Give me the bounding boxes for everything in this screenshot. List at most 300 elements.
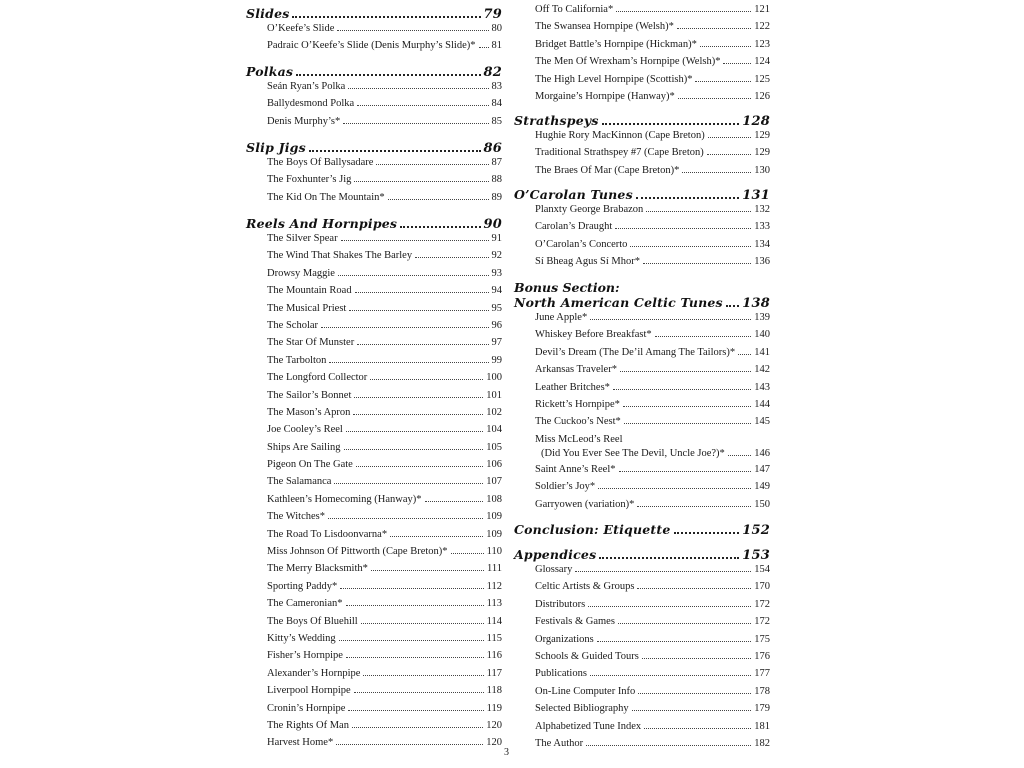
toc-entry (535, 721, 770, 738)
toc-entry (535, 738, 770, 755)
toc-entry (535, 581, 770, 598)
dot-leader (674, 532, 740, 534)
dot-leader (723, 63, 751, 64)
dot-leader (638, 693, 751, 694)
entry-title: Distributors (535, 598, 586, 610)
entry-page-number: 172 (754, 616, 770, 628)
entry-title: Festivals & Games (535, 616, 615, 628)
toc-entry (267, 81, 502, 98)
toc-section (514, 4, 770, 108)
entry-list (267, 23, 502, 58)
toc-entry (267, 459, 502, 476)
dot-leader (708, 137, 752, 138)
toc-entry (267, 424, 502, 441)
dot-leader (588, 606, 751, 607)
toc-entry (267, 98, 502, 115)
section-heading (514, 187, 770, 204)
dot-leader (334, 483, 483, 484)
entry-title: Joe Cooley’s Reel (267, 424, 343, 436)
entry-page-number: 118 (486, 685, 502, 697)
entry-page-number: 147 (754, 463, 770, 475)
dot-leader (630, 246, 751, 247)
entry-title: Rickett’s Hornpipe* (535, 398, 620, 410)
entry-page-number: 136 (754, 256, 770, 268)
entry-page-number: 124 (754, 56, 770, 68)
section-title: Slides (246, 6, 290, 21)
dot-leader (597, 641, 752, 642)
toc-entry (267, 685, 502, 702)
toc-entry (267, 703, 502, 720)
entry-title: The Longford Collector (267, 372, 368, 384)
entry-title: Alphabetized Tune Index (535, 720, 642, 732)
entry-page-number: 150 (754, 498, 770, 510)
dot-leader (346, 431, 483, 432)
dot-leader (400, 226, 480, 228)
entry-page-number: 126 (754, 90, 770, 102)
entry-title: The Musical Priest (267, 302, 347, 314)
dot-leader (355, 292, 489, 293)
toc-entry (535, 464, 770, 481)
dot-leader (357, 105, 488, 106)
section-heading (246, 64, 502, 81)
dot-leader (353, 414, 483, 415)
toc-entry (267, 511, 502, 528)
entry-title: Miss McLeod’s Reel (535, 433, 623, 445)
entry-title: Bridget Battle’s Hornpipe (Hickman)* (535, 38, 697, 50)
entry-title: The Boys Of Bluehill (267, 615, 358, 627)
toc-entry (535, 668, 770, 685)
dot-leader (328, 518, 483, 519)
entry-page-number: 145 (754, 416, 770, 428)
toc-entry (267, 442, 502, 459)
dot-leader (363, 675, 483, 676)
entry-title: Ships Are Sailing (267, 441, 341, 453)
entry-title: Glossary (535, 564, 573, 575)
entry-title: Soldier’s Joy* (535, 481, 596, 493)
entry-page-number: 100 (486, 372, 502, 384)
section-page-number: 86 (483, 141, 502, 156)
toc-entry (535, 130, 770, 147)
entry-page-number: 121 (754, 4, 770, 15)
entry-title: The Scholar (267, 319, 319, 331)
entry-page-number: 140 (754, 329, 770, 341)
dot-leader (646, 211, 751, 212)
entry-page-number: 97 (491, 337, 502, 349)
entry-title: Kitty’s Wedding (267, 632, 336, 644)
entry-title: Carolan’s Draught (535, 221, 613, 233)
entry-page-number: 109 (486, 528, 502, 540)
entry-page-number: 122 (754, 21, 770, 33)
toc-entry (267, 720, 502, 737)
entry-title: The Star Of Munster (267, 337, 355, 349)
toc-entry (535, 256, 770, 273)
dot-leader (338, 275, 489, 276)
entry-page-number: 92 (491, 250, 502, 262)
entry-page-number: 112 (486, 580, 502, 592)
entry-title: Miss Johnson Of Pittworth (Cape Breton)* (267, 546, 448, 558)
entry-title: The Mountain Road (267, 285, 352, 297)
toc-entry (267, 598, 502, 615)
entry-title: O’Carolan’s Concerto (535, 238, 628, 250)
entry-page-number: 134 (754, 238, 770, 250)
entry-title: The Mason’s Apron (267, 406, 351, 418)
entry-title: Alexander’s Hornpipe (267, 667, 361, 679)
toc-entry (535, 91, 770, 108)
entry-page-number: 111 (487, 563, 502, 575)
dot-leader (354, 181, 488, 182)
toc-entry (267, 616, 502, 633)
dot-leader (637, 588, 751, 589)
dot-leader (371, 570, 484, 571)
toc-entry (535, 364, 770, 381)
toc-entry (535, 56, 770, 73)
entry-title: Padraic O’Keefe’s Slide (Denis Murphy’s Slide)* (267, 40, 476, 52)
toc-entry (535, 239, 770, 256)
dot-leader (346, 605, 484, 606)
section-title: O’Carolan Tunes (514, 187, 633, 202)
entry-page-number: 84 (491, 98, 502, 110)
entry-page-number: 177 (754, 668, 770, 680)
toc-entry (535, 634, 770, 651)
dot-leader (624, 423, 752, 424)
entry-page-number: 116 (486, 650, 502, 662)
entry-title: The Road To Lisdoonvarna* (267, 528, 388, 540)
dot-leader (726, 305, 739, 307)
entry-page-number: 132 (754, 204, 770, 215)
dot-leader (637, 506, 751, 507)
entry-page-number: 125 (754, 73, 770, 85)
dot-leader (707, 154, 751, 155)
dot-leader (586, 745, 751, 746)
entry-title: Liverpool Hornpipe (267, 685, 351, 697)
entry-page-number: 81 (491, 40, 502, 52)
dot-leader (388, 199, 489, 200)
toc-entry (267, 633, 502, 650)
dot-leader (425, 501, 484, 502)
entry-title: The Braes Of Mar (Cape Breton)* (535, 164, 680, 176)
entry-title: Selected Bibliography (535, 703, 629, 715)
entry-page-number: 108 (486, 493, 502, 505)
entry-page-number: 88 (491, 174, 502, 186)
dot-leader (336, 744, 483, 745)
dot-leader (682, 172, 751, 173)
toc-section (246, 6, 502, 58)
dot-leader (620, 371, 751, 372)
entry-page-number: 119 (486, 702, 502, 714)
entry-title: The Wind That Shakes The Barley (267, 250, 413, 262)
dot-leader (340, 588, 483, 589)
toc-entry (267, 563, 502, 580)
entry-title: Denis Murphy’s* (267, 115, 341, 127)
entry-page-number: 120 (486, 737, 502, 749)
entry-list (535, 130, 770, 182)
entry-page-number: 105 (486, 441, 502, 453)
entry-page-number: 94 (491, 285, 502, 297)
dot-leader (349, 310, 488, 311)
toc-entry (267, 23, 502, 40)
dot-leader (613, 389, 751, 390)
entry-title: Organizations (535, 633, 594, 645)
section-title: Appendices (514, 547, 597, 562)
entry-page-number: 113 (486, 598, 502, 610)
entry-title: The Tarbolton (267, 354, 327, 366)
dot-leader (343, 123, 488, 124)
section-heading (514, 547, 770, 564)
toc-section (246, 64, 502, 133)
dot-leader (348, 710, 483, 711)
section-subtitle: Bonus Section: (514, 280, 620, 295)
dot-leader (623, 406, 751, 407)
dot-leader (348, 88, 488, 89)
section-heading (514, 522, 770, 539)
toc-entry (267, 268, 502, 285)
entry-title: The Salamanca (267, 476, 332, 488)
toc-entry (267, 285, 502, 302)
dot-leader (354, 397, 483, 398)
dot-leader (329, 362, 488, 363)
entry-title: Saint Anne’s Reel* (535, 463, 616, 475)
dot-leader (357, 344, 488, 345)
toc-section (514, 522, 770, 539)
toc-section (246, 140, 502, 209)
section-page-number: 138 (742, 296, 770, 311)
section-page-number: 90 (483, 217, 502, 232)
entry-title: The Cameronian* (267, 598, 343, 610)
entry-page-number: 89 (491, 191, 502, 203)
toc-entry (535, 616, 770, 633)
toc-entry (535, 39, 770, 56)
entry-page-number: 149 (754, 481, 770, 493)
entry-title: Fisher’s Hornpipe (267, 650, 343, 662)
toc-entry (267, 529, 502, 546)
toc-entry (535, 686, 770, 703)
entry-title: O’Keefe’s Slide (267, 23, 335, 34)
entry-page-number: 95 (491, 302, 502, 314)
toc-entry (267, 476, 502, 493)
section-page-number: 131 (742, 188, 770, 203)
dot-leader (655, 336, 752, 337)
entry-title: The Rights Of Man (267, 719, 349, 731)
entry-title: The Foxhunter’s Jig (267, 174, 352, 186)
dot-leader (616, 11, 751, 12)
dot-leader (479, 47, 489, 48)
toc-entry (267, 320, 502, 337)
toc-entry (535, 4, 770, 21)
entry-subtitle-line (535, 448, 770, 459)
toc-entry (535, 703, 770, 720)
entry-title: The Author (535, 737, 584, 749)
entry-title: The Swansea Hornpipe (Welsh)* (535, 21, 674, 33)
section-heading (514, 295, 770, 312)
entry-page-number: 172 (754, 598, 770, 610)
toc-entry (267, 157, 502, 174)
toc-entry (267, 116, 502, 133)
dot-leader (615, 228, 751, 229)
entry-page-number: 91 (491, 233, 502, 244)
toc-entry (535, 651, 770, 668)
entry-title: The Men Of Wrexham’s Hornpipe (Welsh)* (535, 56, 721, 68)
page-number: 3 (504, 747, 509, 758)
entry-page-number: 176 (754, 650, 770, 662)
dot-leader (356, 466, 483, 467)
dot-leader (361, 623, 484, 624)
toc-entry (535, 499, 770, 516)
entry-page-number: 87 (491, 157, 502, 168)
entry-title: The Kid On The Mountain* (267, 191, 385, 203)
entry-page-number: 115 (486, 632, 502, 644)
entry-page-number: 179 (754, 703, 770, 715)
entry-page-number: 107 (486, 476, 502, 488)
entry-page-number: 178 (754, 685, 770, 697)
entry-title: Arkansas Traveler* (535, 364, 617, 376)
entry-title: The Merry Blacksmith* (267, 563, 368, 575)
section-page-number: 153 (742, 548, 770, 563)
toc-entry (535, 147, 770, 164)
entry-title: Traditional Strathspey #7 (Cape Breton) (535, 147, 704, 159)
toc-entry (267, 233, 502, 250)
entry-title: Pigeon On The Gate (267, 459, 353, 471)
entry-title: The Silver Spear (267, 233, 338, 244)
toc-entry (535, 21, 770, 38)
dot-leader (700, 46, 751, 47)
toc-entry (267, 668, 502, 685)
toc-entry (267, 546, 502, 563)
entry-title: Whiskey Before Breakfast* (535, 329, 652, 341)
toc-entry (267, 174, 502, 191)
toc-entry (267, 407, 502, 424)
toc-section (514, 187, 770, 274)
section-title: Strathspeys (514, 113, 599, 128)
entry-page-number: 99 (491, 354, 502, 366)
dot-leader (738, 354, 751, 355)
entry-page-number: 129 (754, 130, 770, 141)
entry-title: Off To California* (535, 4, 614, 15)
toc-entry (535, 312, 770, 329)
entry-page-number: 80 (491, 23, 502, 34)
entry-page-number: 181 (754, 720, 770, 732)
dot-leader (599, 557, 739, 559)
toc-entry (535, 416, 770, 433)
section-page-number: 82 (483, 65, 502, 80)
dot-leader (590, 675, 751, 676)
entry-page-number: 123 (754, 38, 770, 50)
dot-leader (390, 536, 483, 537)
entry-page-number: 117 (486, 667, 502, 679)
toc-entry (535, 329, 770, 346)
entry-title: Celtic Artists & Groups (535, 581, 635, 593)
entry-title: Morgaine’s Hornpipe (Hanway)* (535, 90, 675, 102)
entry-title: Hughie Rory MacKinnon (Cape Breton) (535, 130, 705, 141)
entry-page-number: 175 (754, 633, 770, 645)
entry-title: The High Level Hornpipe (Scottish)* (535, 73, 693, 85)
toc-entry (535, 204, 770, 221)
dot-leader (346, 657, 484, 658)
dot-leader (632, 710, 752, 711)
section-page-number: 152 (742, 523, 770, 538)
entry-list (267, 81, 502, 133)
entry-page-number: 83 (491, 81, 502, 92)
toc-section (514, 280, 770, 516)
section-heading (246, 6, 502, 23)
toc-entry (267, 250, 502, 267)
dot-leader (602, 123, 740, 125)
dot-leader (451, 553, 484, 554)
dot-leader (370, 379, 483, 380)
entry-list (535, 204, 770, 274)
entry-page-number: 102 (486, 406, 502, 418)
entry-title: Leather Britches* (535, 381, 610, 393)
dot-leader (642, 658, 751, 659)
entry-title: Schools & Guided Tours (535, 650, 639, 662)
toc-entry (535, 221, 770, 238)
dot-leader (695, 81, 751, 82)
dot-leader (619, 471, 752, 472)
toc-entry (267, 494, 502, 511)
toc-entry (535, 347, 770, 364)
entry-page-number: 154 (754, 564, 770, 575)
dot-leader (636, 197, 739, 199)
section-heading (514, 113, 770, 130)
dot-leader (590, 319, 751, 320)
section-title: Conclusion: Etiquette (514, 522, 671, 537)
entry-list (535, 312, 770, 516)
dot-leader (575, 571, 751, 572)
dot-leader (344, 449, 484, 450)
dot-leader (728, 455, 751, 456)
toc-entry (267, 337, 502, 354)
entry-page-number: 93 (491, 267, 502, 279)
dot-leader (376, 164, 488, 165)
toc-entry (535, 599, 770, 616)
dot-leader (354, 692, 484, 693)
toc-entry (535, 564, 770, 581)
entry-title: The Cuckoo’s Nest* (535, 416, 621, 428)
entry-page-number: 133 (754, 221, 770, 233)
toc-entry (267, 192, 502, 209)
entry-title: Cronin’s Hornpipe (267, 702, 346, 714)
toc-entry (267, 355, 502, 372)
entry-list (267, 157, 502, 209)
entry-title: Publications (535, 668, 587, 680)
section-page-number: 128 (742, 114, 770, 129)
dot-leader (677, 28, 751, 29)
entry-page-number: 110 (486, 546, 502, 558)
dot-leader (292, 16, 480, 18)
section-title: Polkas (246, 64, 294, 79)
entry-title: Garryowen (variation)* (535, 498, 635, 510)
entry-title: The Sailor’s Bonnet (267, 389, 352, 401)
toc-entry (267, 650, 502, 667)
entry-title: Sporting Paddy* (267, 580, 338, 592)
dot-leader (337, 30, 488, 31)
section-title: Slip Jigs (246, 140, 306, 155)
entry-title: On-Line Computer Info (535, 685, 636, 697)
entry-page-number: 182 (754, 737, 770, 749)
entry-page-number: 143 (754, 381, 770, 393)
section-title: North American Celtic Tunes (514, 295, 723, 310)
dot-leader (415, 257, 488, 258)
entry-title: Harvest Home* (267, 737, 334, 749)
entry-title: Seán Ryan’s Polka (267, 81, 346, 92)
toc-section (514, 547, 770, 755)
dot-leader (643, 263, 751, 264)
entry-page-number: 120 (486, 719, 502, 731)
entry-title: The Witches* (267, 511, 325, 523)
entry-title: Devil’s Dream (The De’il Amang The Tailors)* (535, 346, 736, 358)
section-title: Reels And Hornpipes (246, 216, 398, 231)
dot-leader (296, 74, 480, 76)
toc-entry (267, 737, 502, 754)
